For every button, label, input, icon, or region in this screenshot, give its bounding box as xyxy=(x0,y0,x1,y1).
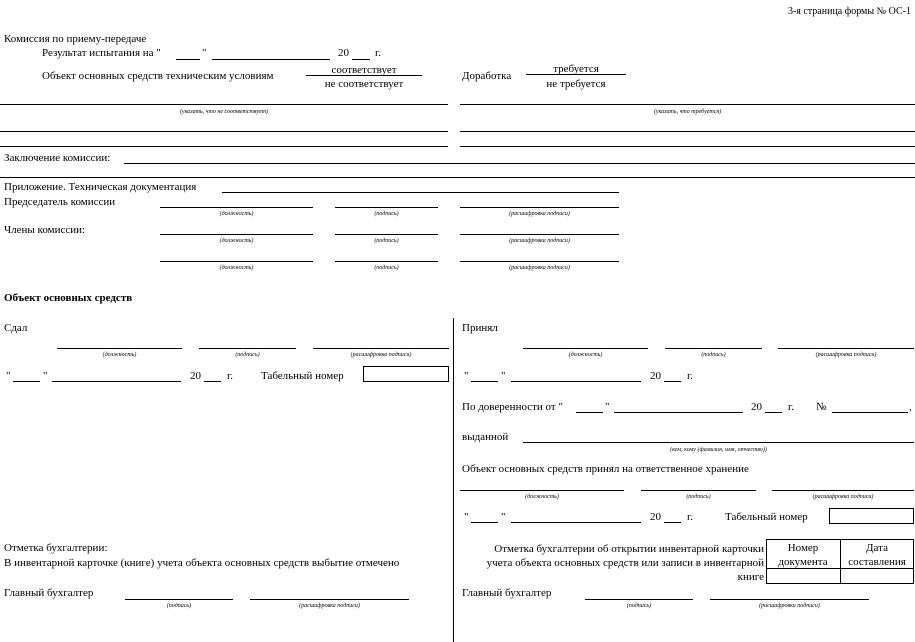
hint-signature: (подпись) xyxy=(686,494,711,500)
object-heading: Объект основных средств xyxy=(4,292,133,304)
custody-date-quote-open: " xyxy=(464,511,469,523)
test-result-year-prefix: 20 xyxy=(338,47,349,59)
member1-position-field[interactable] xyxy=(160,234,313,235)
inventory-date-cell[interactable] xyxy=(841,569,913,583)
handed-label: Сдал xyxy=(4,322,28,334)
hint-issued: (кем, кому (фамилия, имя, отчество)) xyxy=(670,447,767,453)
custody-year-prefix: 20 xyxy=(650,511,661,523)
hint-decoding: (расшифровка подписи) xyxy=(509,265,570,271)
page-label: 3-я страница формы № ОС-1 xyxy=(787,6,911,17)
required-line-2[interactable] xyxy=(460,131,915,132)
test-result-prefix: Результат испытания на " xyxy=(42,47,161,59)
hint-position: (должность) xyxy=(219,238,254,244)
accounting-left-label: Отметка бухгалтерии: xyxy=(4,542,108,554)
custody-signature-field[interactable] xyxy=(641,490,756,491)
member2-decoding-field[interactable] xyxy=(460,261,619,262)
proxy-year-field[interactable] xyxy=(765,412,782,413)
hint-position: (должность) xyxy=(525,494,559,500)
custody-year-suffix: г. xyxy=(687,511,694,523)
accepted-label: Принял xyxy=(462,322,498,334)
member1-decoding-field[interactable] xyxy=(460,234,619,235)
chairman-signature-field[interactable] xyxy=(335,207,438,208)
accounting-right-text-3: книге xyxy=(737,571,764,583)
accounting-right-text-2: учета объекта основных средств или записи в инвентарной xyxy=(486,557,764,569)
column-divider xyxy=(453,318,454,642)
hint-position: (должность) xyxy=(219,265,254,271)
proxy-number-sign: № xyxy=(816,401,827,413)
handed-year-prefix: 20 xyxy=(190,370,201,382)
member1-signature-field[interactable] xyxy=(335,234,438,235)
hint-signature: (подпись) xyxy=(374,211,399,217)
complies-divider xyxy=(306,75,422,76)
not-complies-line-3[interactable] xyxy=(0,146,448,147)
hint-signature: (подпись) xyxy=(701,352,726,358)
accepted-year-suffix: г. xyxy=(687,370,694,382)
required-line-3[interactable] xyxy=(460,146,915,147)
hint-required: (указать, что требуется) xyxy=(653,109,722,115)
accepted-position-field[interactable] xyxy=(523,348,648,349)
chief-accountant-right-label: Главный бухгалтер xyxy=(462,587,552,599)
rework-not-required-option[interactable]: не требуется xyxy=(546,78,606,90)
hint-decoding: (расшифровка подписи) xyxy=(759,603,820,609)
chairman-position-field[interactable] xyxy=(160,207,313,208)
hint-signature: (подпись) xyxy=(626,603,652,609)
hint-signature: (подпись) xyxy=(166,603,192,609)
test-result-quote: " xyxy=(202,47,207,59)
chairman-decoding-field[interactable] xyxy=(460,207,619,208)
handed-signature-field[interactable] xyxy=(199,348,296,349)
proxy-number-field[interactable] xyxy=(832,412,908,413)
member2-signature-field[interactable] xyxy=(335,261,438,262)
accepted-decoding-field[interactable] xyxy=(778,348,914,349)
not-complies-line-2[interactable] xyxy=(0,131,448,132)
inventory-col2-header-2: составления xyxy=(848,556,906,568)
accounting-left-text: В инвентарной карточке (книге) учета объекта основных средств выбытие отмечено xyxy=(4,557,400,569)
accounting-right-text-1: Отметка бухгалтерии об открытии инвентарной карточки xyxy=(494,543,764,555)
inventory-number-cell[interactable] xyxy=(767,569,840,583)
not-complies-option[interactable]: не соответствует xyxy=(324,78,404,90)
accepted-month-field[interactable] xyxy=(511,381,641,382)
accepted-date-quote-open: " xyxy=(464,370,469,382)
handed-month-field[interactable] xyxy=(52,381,181,382)
test-result-year-field[interactable] xyxy=(352,59,370,60)
test-result-day-field[interactable] xyxy=(176,59,200,60)
required-line-1[interactable] xyxy=(460,104,915,105)
proxy-comma: , xyxy=(909,401,912,413)
accepted-signature-field[interactable] xyxy=(665,348,762,349)
conclusion-line-1[interactable] xyxy=(124,163,915,164)
attachment-label: Приложение. Техническая документация xyxy=(4,181,197,193)
hint-signature: (подпись) xyxy=(374,238,399,244)
hint-signature: (подпись) xyxy=(374,265,399,271)
proxy-month-field[interactable] xyxy=(614,412,743,413)
conclusion-line-2[interactable] xyxy=(0,177,915,178)
rework-divider xyxy=(526,74,626,75)
chief-accountant-left-signature-field[interactable] xyxy=(125,599,233,600)
technical-conditions-label: Объект основных средств техническим условиям xyxy=(42,70,274,82)
hint-decoding: (расшифровка подписи) xyxy=(509,238,570,244)
hint-position: (должность) xyxy=(568,352,603,358)
accepted-day-field[interactable] xyxy=(471,381,498,382)
accepted-date-quote-close: " xyxy=(501,370,506,382)
commission-title: Комиссия по приему-передаче xyxy=(4,33,147,45)
hint-signature: (подпись) xyxy=(235,352,260,358)
rework-label: Доработка xyxy=(462,70,512,82)
rework-required-option[interactable]: требуется xyxy=(553,63,599,75)
custody-decoding-field[interactable] xyxy=(772,490,914,491)
test-result-year-suffix: г. xyxy=(375,47,382,59)
proxy-quote: " xyxy=(605,401,610,413)
conclusion-label: Заключение комиссии: xyxy=(4,152,111,164)
hint-decoding: (расшифровка подписи) xyxy=(350,352,412,358)
chief-accountant-left-decoding-field[interactable] xyxy=(250,599,409,600)
hint-decoding: (расшифровка подписи) xyxy=(812,494,874,500)
inventory-col2-header-1: Дата xyxy=(866,542,888,554)
proxy-year-prefix: 20 xyxy=(751,401,762,413)
handed-year-field[interactable] xyxy=(204,381,221,382)
handed-tab-number-label: Табельный номер xyxy=(261,370,344,382)
hint-not-complies: (указать, что не соответствует) xyxy=(179,109,269,115)
proxy-day-field[interactable] xyxy=(576,412,603,413)
custody-year-field[interactable] xyxy=(664,522,681,523)
members-label: Члены комиссии: xyxy=(4,224,86,236)
not-complies-line-1[interactable] xyxy=(0,104,448,105)
handed-date-quote-open: " xyxy=(6,370,11,382)
accepted-year-prefix: 20 xyxy=(650,370,661,382)
handed-day-field[interactable] xyxy=(13,381,40,382)
handed-date-quote-close: " xyxy=(43,370,48,382)
custody-month-field[interactable] xyxy=(511,522,641,523)
handed-decoding-field[interactable] xyxy=(313,348,449,349)
issued-field[interactable] xyxy=(523,442,914,443)
hint-decoding: (расшифровка подписи) xyxy=(299,603,360,609)
issued-label: выданной xyxy=(462,431,509,443)
chairman-label: Председатель комиссии xyxy=(4,196,116,208)
chief-accountant-right-decoding-field[interactable] xyxy=(710,599,869,600)
custody-date-quote-close: " xyxy=(501,511,506,523)
inventory-col1-header-2: документа xyxy=(778,556,828,568)
inventory-col1-header-1: Номер xyxy=(787,542,819,554)
complies-option[interactable]: соответствует xyxy=(331,64,397,76)
proxy-year-suffix: г. xyxy=(788,401,795,413)
hint-decoding: (расшифровка подписи) xyxy=(509,211,570,217)
hint-decoding: (расшифровка подписи) xyxy=(815,352,877,358)
hint-position: (должность) xyxy=(219,211,254,217)
proxy-label: По доверенности от " xyxy=(462,401,563,413)
handed-year-suffix: г. xyxy=(227,370,234,382)
handed-tab-number-input[interactable] xyxy=(363,366,449,382)
test-result-month-field[interactable] xyxy=(212,59,330,60)
chief-accountant-right-signature-field[interactable] xyxy=(585,599,693,600)
custody-day-field[interactable] xyxy=(471,522,498,523)
handed-position-field[interactable] xyxy=(57,348,182,349)
member2-position-field[interactable] xyxy=(160,261,313,262)
accepted-tab-number-label: Табельный номер xyxy=(725,511,808,523)
hint-position: (должность) xyxy=(102,352,137,358)
custody-label: Объект основных средств принял на ответственное хранение xyxy=(462,463,749,475)
chief-accountant-left-label: Главный бухгалтер xyxy=(4,587,94,599)
attachment-line[interactable] xyxy=(222,192,619,193)
accepted-year-field[interactable] xyxy=(664,381,681,382)
accepted-tab-number-input[interactable] xyxy=(829,508,914,524)
custody-position-field[interactable] xyxy=(460,490,624,491)
